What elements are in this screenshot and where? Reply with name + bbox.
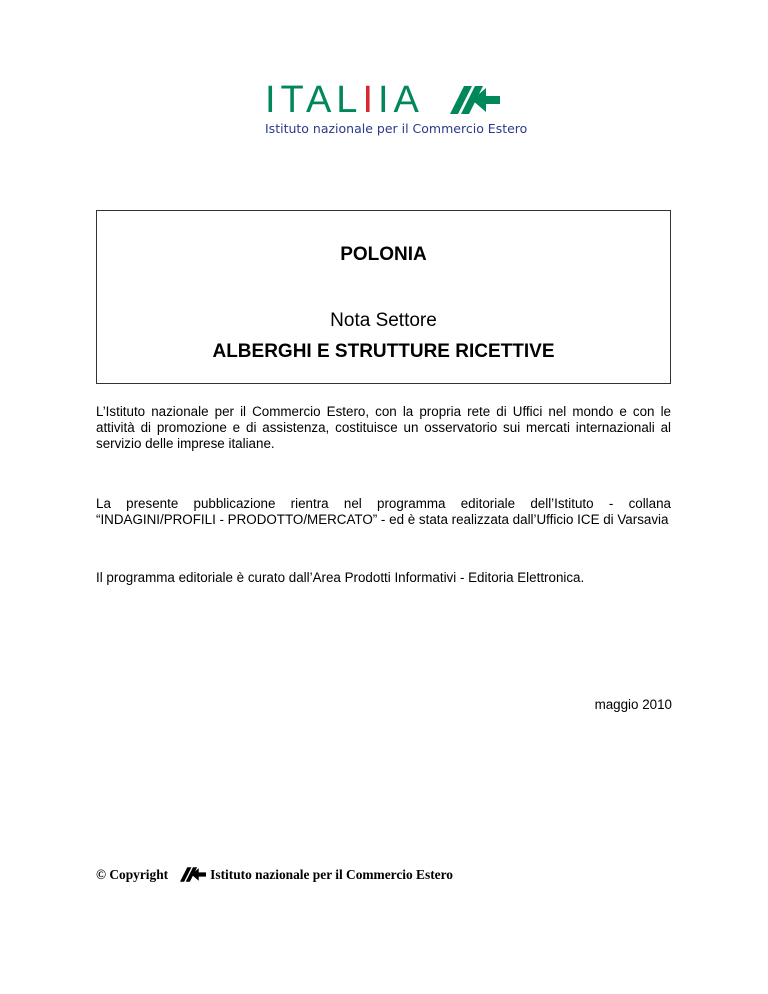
sector-title: ALBERGHI E STRUTTURE RICETTIVE	[212, 341, 555, 362]
logo-wordmark: ITALIIA	[265, 79, 424, 121]
copyright-organization: Istituto nazionale per il Commercio Estero	[210, 866, 454, 882]
ice-arrows-icon	[180, 866, 206, 883]
ice-logo	[265, 80, 545, 140]
note-subtitle: Nota Settore	[330, 310, 437, 331]
title-box	[96, 210, 671, 384]
copyright-label: © Copyright	[96, 866, 169, 882]
editorial-paragraph: Il programma editoriale è curato dall’Area Prodotti Informativi - Editoria Elettronica.	[96, 570, 585, 585]
intro-paragraph: L’Istituto nazionale per il Commercio Estero, con la propria rete di Uffici nel mondo e con le attività di promozione e di assistenza, costituisce un osservatorio sui mercati internazionali al servizio delle imprese italiane.	[96, 404, 671, 451]
publication-paragraph: La presente pubblicazione rientra nel programma editoriale dell’Istituto - collana “INDAGINI/PROFILI - PRODOTTO/MERCATO” - ed è stata realizzata dall’Ufficio ICE di Varsavia	[96, 496, 671, 527]
publication-date: maggio 2010	[594, 697, 672, 712]
logo-subtitle: Istituto nazionale per il Commercio Estero	[265, 121, 528, 136]
ice-arrows-icon	[450, 84, 500, 116]
country-title: POLONIA	[340, 244, 427, 265]
copyright-footer	[96, 866, 453, 883]
